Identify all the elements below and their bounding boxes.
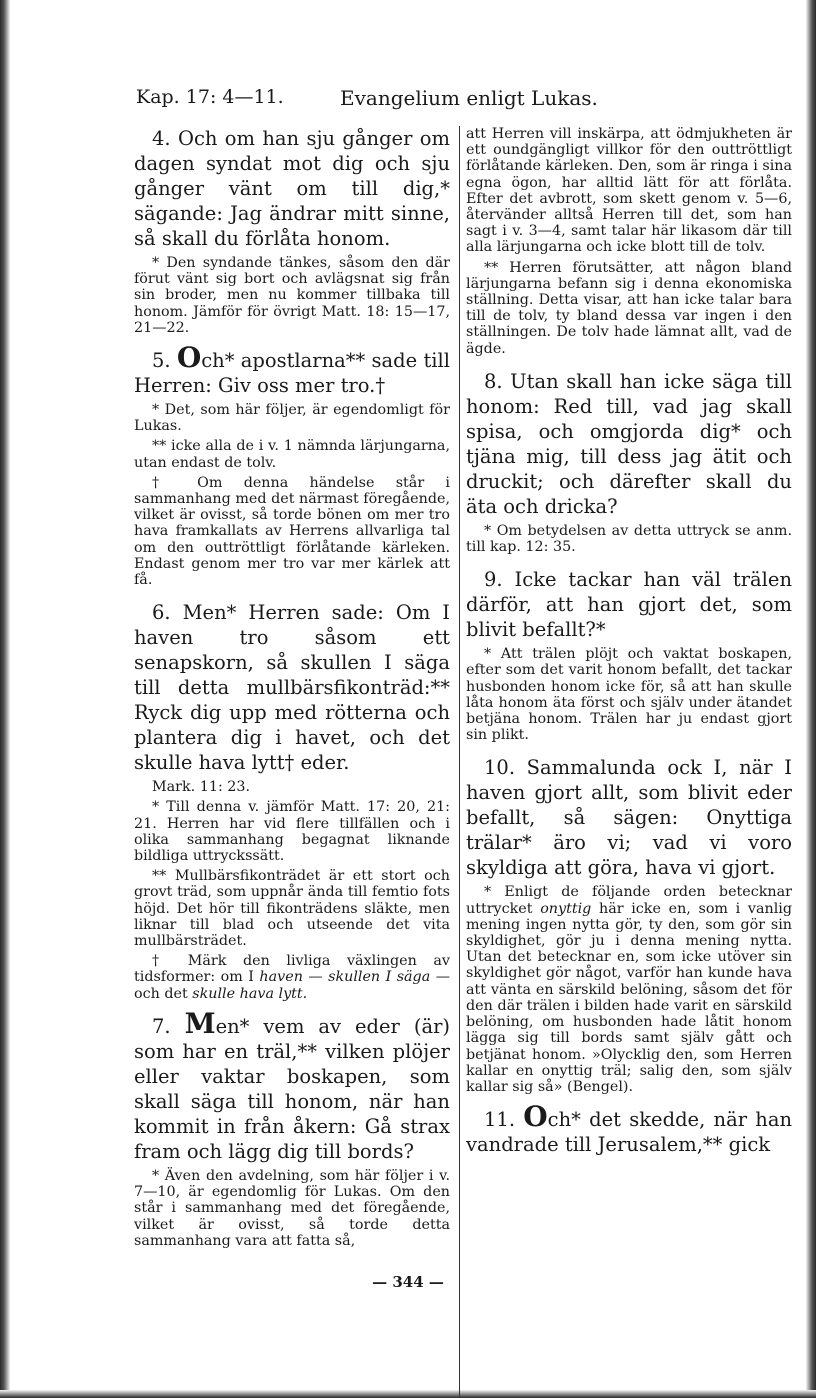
- footnote-10-1-b: onyttig: [540, 900, 592, 917]
- verse-11-number: 11.: [484, 1108, 516, 1132]
- footnote-5-1: * Det, som här följer, är egendomligt för Lukas.: [134, 402, 450, 435]
- footnote-10-1-a: * Enligt de följande orden betecknar uttrycket: [466, 884, 792, 917]
- verse-5-initial: O: [176, 341, 202, 375]
- verse-11: [466, 1100, 793, 1157]
- column-divider: [459, 126, 460, 1398]
- verse-10: 10. Sammalunda ock I, när I haven gjort allt, som blivit eder befallt, så sägen: Onyttiga trälar* äro vi; vad vi voro skyldiga att göra, hava vi gjort.: [466, 756, 792, 880]
- scan-edge-right: [806, 0, 816, 1398]
- verse-7-initial: M: [184, 1006, 216, 1040]
- footnote-10-1-c: här icke en, som i vanlig mening ingen nytta gör, ty den, som gör sin skyldighet, gör ju i denna mening nytta. Utan det betecknar en, som icke utöver sin skyldighet gör något, varför han kunde hava att vänta en särskild belöning, såsom det för den där trälen i bilden hade varit en särskild belöning, om husbonden hade låtit honom lägga sig till bords samt själv gått och betjänat honom. »Olycklig den, som Herren kallar en onyttig träl; salig den, som själv kallar sig så» (Bengel).: [466, 900, 793, 1095]
- right-column: [466, 126, 792, 1157]
- footnote-5-3: † Om denna händelse står i sammanhang med det närmast föregående, vilket är ovisst, så torde bönen om mer tro hava framkallats av Herrens allvarliga tal om den outtröttligt förlåtande kärleken. Endast genom mer tro var mer kärlek att få.: [134, 474, 450, 589]
- chapter-reference: Kap. 17: 4—11.: [136, 86, 284, 108]
- verse-8: 8. Utan skall han icke säga till honom: Red till, vad jag skall spisa, och omgjorda dig* och tjäna mig, till dess jag ätit och druckit; och därefter skall du äta och dricka?: [466, 369, 792, 518]
- footnote-6-2: ** Mullbärsfikonträdet är ett stort och grovt träd, som uppnår ända till femtio fots höjd. Det hör till fikonträdens släkte, men liknar till blad och utseende det vita mullbärsträdet.: [134, 868, 450, 950]
- scan-edge-bottom: [0, 1390, 816, 1398]
- footnote-9-1: * Att trälen plöjt och vaktat boskapen, efter som det varit honom befallt, det tackar husbonden honom icke för, så att han skulle låta honom äta först och själv under ätandet betjäna honom. Trälen har ju endast gjort sin plikt.: [466, 646, 792, 744]
- verse-4: 4. Och om han sju gånger om dagen syndat mot dig och sju gånger vänt om till dig,* sägande: Jag ändrar mitt sinne, så skall du förlåta honom.: [134, 127, 450, 250]
- verse-6: 6. Men* Herren sade: Om I haven tro såsom ett senapskorn, så skullen I säga till detta mullbärsfikonträd:** Ryck dig upp med rötterna och plantera dig i havet, och det skulle hava lytt† eder.: [134, 601, 450, 775]
- verse-9: 9. Icke tackar han väl trälen därför, att han gjort det, som blivit befallt?*: [466, 568, 792, 642]
- footnote-8-1: * Om betydelsen av detta uttryck se anm. till kap. 12: 35.: [466, 522, 792, 556]
- verse-5-text: ch* apostlarna** sade till Herren: Giv oss mer tro.†: [134, 349, 450, 398]
- footnote-6-3-b: haven — skullen I säga: [259, 969, 431, 986]
- footnote-5-2: ** icke alla de i v. 1 nämnda lärjungarna, utan endast de tolv.: [134, 438, 450, 471]
- verse-7: [134, 1006, 450, 1164]
- footnote-7-2: ** Herren förutsätter, att någon bland lärjungarna befann sig i denna ekonomiska ställning. Detta visar, att han icke talar bara till de tolv, ty bland dessa var ingen i den ställningen. De tolv hade lämnat allt, vad de ägde.: [466, 259, 792, 357]
- verse-7-text: en* vem av eder (är) som har en träl,** vilken plöjer eller vaktar boskapen, som skall säga till honom, när han kommit in från åkern: Gå strax fram och lägg dig till bords?: [134, 1014, 450, 1163]
- footnote-6-3-d: skulle hava lytt.: [192, 985, 308, 1002]
- footnote-4-1: * Den syndande tänkes, såsom den där förut vänt sig bort och avlägsnat sig från sin broder, men nu kommer tillbaka till honom. Jämför för övrigt Matt. 18: 15—17, 21—22.: [134, 255, 450, 336]
- verse-5: [134, 341, 450, 398]
- footnote-6-3-c: — och det: [134, 969, 451, 1002]
- footnote-6-3: [134, 953, 450, 1002]
- verse-11-text: ch* det skedde, när han vandrade till Jerusalem,** gick: [466, 1108, 793, 1157]
- footnote-10-1: [466, 884, 792, 1095]
- left-column: [134, 126, 450, 1249]
- verse-6-reference: Mark. 11: 23.: [152, 779, 251, 796]
- verse-5-number: 5.: [152, 349, 171, 373]
- footnote-6-1: * Till denna v. jämför Matt. 17: 20, 21: 21. Herren har vid flere tillfällen och i olika sammanhang begagnat liknande bildliga uttryckssätt.: [134, 799, 450, 865]
- verse-7-number: 7.: [152, 1014, 171, 1038]
- footnote-7-1: * Även den avdelning, som här följer i v. 7—10, är egendomlig för Lukas. Om den står i sammanhang med det föregående, vilket är ovisst, så torde detta sammanhang vara att fatta så,: [134, 1167, 450, 1249]
- verse-11-initial: O: [523, 1100, 548, 1134]
- scan-edge-left: [0, 0, 10, 1398]
- book-title: Evangelium enligt Lukas.: [340, 86, 598, 110]
- footnote-6-3-a: † Märk den livliga växlingen av tidsformer: om I: [134, 953, 450, 986]
- running-header: [136, 86, 786, 118]
- footnote-7-1-continued: att Herren vill inskärpa, att ödmjukheten är ett oundgängligt villkor för den outtröttligt förlåtande kärleken. Den, som är ringa i sina egna ögon, har alltid lätt för att förlåta. Efter det avbrott, som skett genom v. 5—6, återvänder alltså Herren till det, som han sagt i v. 3—4, samt talar här likasom där till alla lärjungarna och icke blott till de tolv.: [466, 126, 792, 256]
- page-number: — 344 —: [372, 1273, 444, 1291]
